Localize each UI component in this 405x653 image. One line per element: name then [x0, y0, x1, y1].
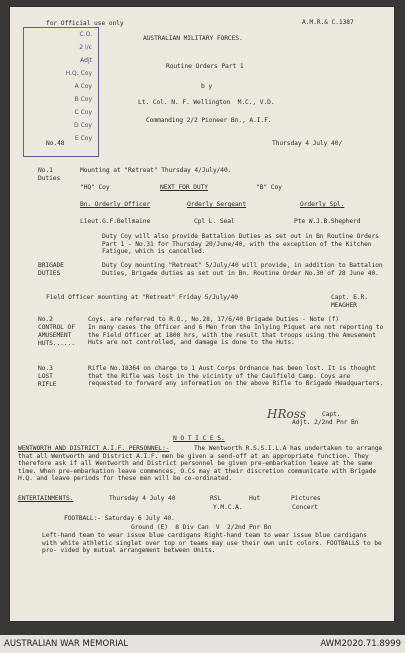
brigade-duties-label: DUTIES: [38, 270, 61, 277]
section-label: LOST: [38, 373, 53, 380]
section-label: Duties: [38, 175, 61, 182]
heading-orderly-sergeant: Orderly Sergeant: [187, 201, 247, 208]
distribution-stamp: [23, 27, 99, 157]
section-number: No.2: [38, 316, 53, 323]
lost-rifle-body: Rifle No.18364 on charge to 1 Aust Corps Ordnance has been lost. It is thought that the Rifle was lost in the vicinity of the Caulfield Camp. Coys are requested to forward any information on the above Rifle to Brigade Headquarters.: [88, 365, 384, 388]
signature-role: Adjt. 2/2nd Pnr Bn: [292, 419, 359, 426]
b-coy: "B" Coy: [256, 184, 282, 191]
section-label: AMUSEMENT: [38, 332, 72, 339]
wentworth-body: The Wentworth R.S.S.I.L.A has undertaken to arrange that all Wentworth and District A.I.F. men be given a send-off at an appropriate function. They therefore ask if all Wentworth and District personnel be given pre-embarkation leave at the same time. When pre-embarkation leave commences, O.Cs may at their discretion communicate with Brigade H.Q. and leave periods for these men will be co-ordinated.: [18, 445, 383, 483]
field-officer-name: Capt. E.R. MEAGHER: [331, 294, 368, 309]
issuer-command: Commanding 2/2 Pioneer Bn., A.I.F.: [146, 117, 272, 124]
football-label: FOOTBALL:- Saturday 6 July 40.: [64, 515, 175, 522]
duty-coy-paragraph: Duty Coy will also provide Battalion Duties as set out in Bn Routine Orders Part 1 - No.31 for Thursday 20/June/40, with the exception of the Kitchen Fatigue, which is cancelled.: [102, 233, 379, 256]
entertainment-date: Thursday 4 July 40: [109, 495, 176, 502]
stamp-row: A Coy: [74, 83, 92, 90]
official-use-note: for Official use only: [46, 20, 124, 27]
section-number: No.3: [38, 365, 53, 372]
entertainments-label: ENTERTAINMENTS.: [18, 495, 74, 502]
stamp-row: Adjt: [80, 57, 92, 64]
stamp-row: 2 i/c: [79, 44, 92, 51]
entertainment-pictures: Pictures: [291, 495, 321, 502]
stamp-row: C Coy: [74, 109, 92, 116]
signature-rank: Capt.: [322, 411, 341, 418]
adjutant-signature: HRoss: [267, 407, 307, 421]
mounting-line: Mounting at "Retreat" Thursday 4/July/40.: [80, 167, 232, 174]
entertainment-hut: Hut: [249, 495, 261, 502]
next-for-duty: NEXT FOR DUTY: [160, 184, 208, 191]
section-label: RIFLE: [38, 381, 57, 388]
stamp-row: B Coy: [74, 96, 92, 103]
document-title: AUSTRALIAN MILITARY FORCES.: [143, 35, 243, 42]
brigade-duties-text: Duty Coy mounting "Retreat" 5/July/40 will provide, in addition to Battalion Duties, Brigade duties as set out in Bn. Routine Order No.30 of 28 June 40.: [102, 262, 383, 277]
issuer-name: Lt. Col. N. F. Wellington M.C., V.D.: [138, 99, 275, 106]
section-number: No.1: [38, 167, 53, 174]
footer-institution: AUSTRALIAN WAR MEMORIAL: [4, 639, 129, 649]
football-body: Left-hand team to wear issue blue cardigans Right-hand team to wear issue blue cardigans with white athletic singlet over top or teams may use their own unit colors. FOOTBALLS to be pro- vided by mutual arrangement between Units.: [42, 532, 382, 555]
document-subtitle: Routine Orders Part 1: [166, 63, 244, 70]
stamp-row: H.Q. Coy: [65, 70, 92, 77]
entertainment-concert: Concert: [292, 504, 318, 511]
orderly-sergeant-name: Cpl L. Seal: [194, 218, 235, 225]
notices-heading: N O T I C E S.: [173, 435, 225, 442]
orderly-spl-name: Pte W.J.B.Shepherd: [294, 218, 361, 225]
wentworth-label: WENTWORTH AND DISTRICT A.I.F. PERSONNEL:-: [18, 445, 170, 452]
control-reference: Coys. are referred to R.O., No.28, 17/6/40 Brigade Duties - Note (f): [88, 316, 339, 323]
heading-orderly-spl: Orderly Spl.: [300, 201, 345, 208]
by-line: b y: [201, 83, 213, 90]
document-page: [10, 7, 394, 621]
stamp-row: E Coy: [74, 135, 92, 142]
order-number: No.48: [46, 140, 65, 147]
stamp-row: D Coy: [74, 122, 92, 129]
footer-accession-number: AWM2020.71.8999: [320, 639, 401, 649]
heading-orderly-officer: Bn. Orderly Officer: [80, 201, 151, 208]
section-label: HUTS......: [38, 340, 75, 347]
section-label: CONTROL OF: [38, 324, 75, 331]
entertainment-venue: RSL: [210, 495, 222, 502]
field-officer-line: Field Officer mounting at "Retreat" Friday 5/July/40: [46, 294, 238, 301]
orderly-officer-name: Lieut.G.F.Bellmaine: [80, 218, 151, 225]
hq-coy: "HQ" Coy: [80, 184, 110, 191]
order-date: Thursday 4 July 40/: [272, 140, 343, 147]
football-ground: Ground (E) 8 Div Can V 2/2nd Pnr Bn: [131, 524, 272, 531]
brigade-duties-label: BRIGADE: [38, 262, 64, 269]
control-body: In many cases the Officer and 6 Men from the Inlying Piquet are not reporting to the Field Officer at 1800 hrs, with the result that troops using the Amusement Huts are not controlled, and damage is done to the Huts.: [88, 324, 384, 347]
document-reference: A.M.R.& C.1387: [302, 19, 354, 26]
footer-bar: [0, 635, 405, 653]
entertainment-venue-2: Y.M.C.A.: [213, 504, 243, 511]
stamp-row: C.O.: [79, 31, 92, 38]
